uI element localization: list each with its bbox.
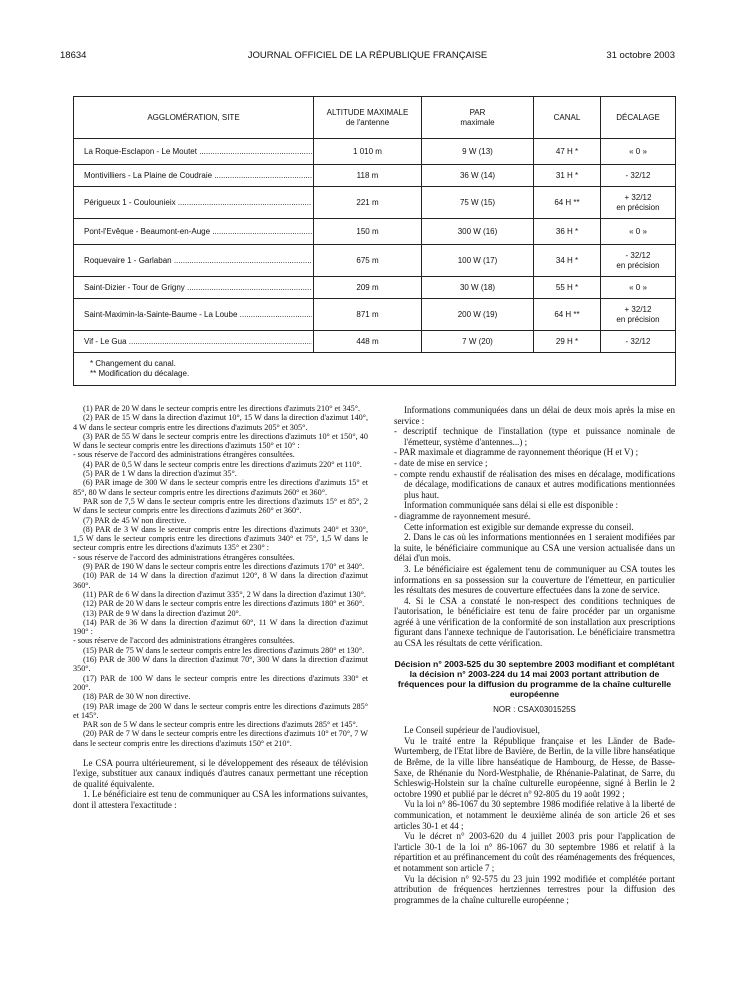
cell-canal xyxy=(534,139,601,164)
col-header-decalage: DÉCALAGE xyxy=(616,112,660,122)
cell-canal xyxy=(534,245,601,276)
cell-altitude xyxy=(314,187,422,218)
cell-canal-text: 55 H * xyxy=(555,282,579,292)
cell-par xyxy=(422,139,534,164)
cell-site-text: Périgueux 1 - Coulounieix ..... xyxy=(84,198,312,208)
col-header-canal: CANAL xyxy=(534,97,601,138)
nor-reference: NOR : CSAX0301525S xyxy=(493,704,576,714)
paragraph: 2. Dans le cas où les informations mentionnées en 1 seraient modifiées par la suite, le bénéficiaire communique au CSA une version actualisée dans un délai d'un mois. xyxy=(394,532,675,564)
cell-canal xyxy=(534,219,601,244)
visas-list xyxy=(394,736,675,906)
cell-altitude xyxy=(314,165,422,186)
cell-altitude-text: 118 m xyxy=(356,170,379,180)
cell-altitude xyxy=(314,299,422,330)
cell-par xyxy=(422,277,534,298)
cell-site xyxy=(74,331,314,352)
table-row xyxy=(74,219,675,245)
paragraph: Information communiquée sans délai si elle est disponible : xyxy=(404,500,618,511)
cell-site-text: Montivilliers - La Plaine de Coudraie ..... xyxy=(84,171,312,181)
table-notes xyxy=(74,353,675,385)
paragraph: Informations communiquées dans un délai de deux mois après la mise en service : xyxy=(394,405,675,426)
cell-altitude-text: 675 m xyxy=(356,255,379,265)
right-column xyxy=(394,405,675,905)
list-item: - PAR maximale et diagramme de rayonnement théorique (H et V) ; xyxy=(394,447,639,458)
cell-canal xyxy=(534,331,601,352)
cell-site xyxy=(74,299,314,330)
cell-altitude-text: 209 m xyxy=(356,282,379,292)
cell-par xyxy=(422,219,534,244)
footnote: (17) PAR de 100 W dans le secteur compris entre les directions d'azimuts 330° et 200°. xyxy=(73,673,368,692)
cell-altitude xyxy=(314,277,422,298)
cell-altitude xyxy=(314,245,422,276)
table-row xyxy=(74,139,675,165)
paragraph: Cette information est exigible sur demande expresse du conseil. xyxy=(404,521,634,532)
paragraph: Le Conseil supérieur de l'audiovisuel, xyxy=(404,725,540,736)
cell-par xyxy=(422,165,534,186)
paragraph: 4. Si le CSA a constaté le non-respect des conditions techniques de l'autorisation, le bénéficiaire est tenu de faire procéder par un organisme agréé à une vérification de la conformité de son installation aux prescriptions figurant dans l'annexe technique de l'autorisation. Le bénéficiaire transmettra au CSA les résultats de cette vérification. xyxy=(394,595,675,649)
note-decalage: ** Modification du décalage. xyxy=(90,369,190,378)
cell-canal-text: 47 H * xyxy=(555,146,579,156)
footnotes xyxy=(73,404,368,748)
page-header xyxy=(60,50,675,64)
cell-altitude xyxy=(314,219,422,244)
info-list xyxy=(394,426,675,500)
issue-date: 31 octobre 2003 xyxy=(606,50,675,61)
cell-altitude xyxy=(314,139,422,164)
cell-site xyxy=(74,187,314,218)
cell-canal xyxy=(534,187,601,218)
table-row xyxy=(74,187,675,219)
cell-altitude-text: 1 010 m xyxy=(353,146,382,156)
visa-paragraph: Vu le traité entre la République française et les Länder de Bade-Wurtemberg, de l'Etat libre de Bavière, de Berlin, de la ville libre hanséatique de Brême, de la ville libre hanséatique de Hambourg, de Hesse, de Basse-Saxe, de Rhénanie du Nord-Westphalie, de Rhénanie-Palatinat, de Sarre, du Schleswig-Holstein sur la chaîne culturelle européenne, signé à Berlin le 2 octobre 1990 et publié par le décret n° 92-805 du 19 août 1992 ; xyxy=(394,735,675,799)
footnote: (11) PAR de 6 W dans la direction d'azimut 335°, 2 W dans la direction d'azimut 130°. xyxy=(83,589,366,599)
footnote: (9) PAR de 190 W dans le secteur compris entre les directions d'azimuts 170° et 340°. xyxy=(83,562,365,572)
page-number: 18634 xyxy=(60,50,87,61)
cell-par-text: 30 W (18) xyxy=(459,282,496,292)
cell-par-text: 7 W (20) xyxy=(462,336,493,346)
cell-site-text: Vif - Le Gua ..... xyxy=(84,337,312,347)
decalage-note: en précision xyxy=(616,202,660,212)
decalage-value: « 0 » xyxy=(629,226,647,236)
footnote: PAR son de 5 W dans le secteur compris entre les directions d'azimuts 285° et 145°. xyxy=(83,720,358,730)
cell-par-text: 200 W (19) xyxy=(457,309,498,319)
journal-title: JOURNAL OFFICIEL DE LA RÉPUBLIQUE FRANÇAISE xyxy=(247,50,488,61)
footnote: (15) PAR de 75 W dans le secteur compris entre les directions d'azimuts 280° et 130°. xyxy=(83,645,365,655)
cell-canal-text: 29 H * xyxy=(555,336,579,346)
cell-decalage xyxy=(601,139,675,164)
footnote: (12) PAR de 20 W dans le secteur compris entre les directions d'azimuts 180° et 360°. xyxy=(83,599,365,609)
cell-par-text: 9 W (13) xyxy=(462,146,493,156)
cell-site xyxy=(74,165,314,186)
cell-site-text: Saint-Dizier - Tour de Grigny ..... xyxy=(84,283,312,293)
cell-par xyxy=(422,331,534,352)
table-row xyxy=(74,165,675,187)
cell-site-text: Roquevaire 1 - Garlaban ..... xyxy=(84,256,312,266)
cell-canal-text: 31 H * xyxy=(555,170,579,180)
cell-altitude-text: 150 m xyxy=(356,226,379,236)
cell-canal xyxy=(534,299,601,330)
footnote: (13) PAR de 9 W dans la direction d'azimut 20°. xyxy=(83,608,241,618)
cell-decalage xyxy=(601,187,675,218)
left-column xyxy=(73,404,368,810)
col-header-site: AGGLOMÉRATION, SITE xyxy=(74,97,314,138)
cell-par xyxy=(422,299,534,330)
decalage-note: en précision xyxy=(616,314,660,324)
cell-canal-text: 36 H * xyxy=(555,226,579,236)
footnote: (2) PAR de 15 W dans la direction d'azimut 10°, 15 W dans la direction d'azimut 140°, 4 W dans le secteur compris entre les directions d'azimuts 205° et 305°. xyxy=(73,413,368,432)
decalage-value: - 32/12 xyxy=(625,250,651,260)
footnote: (8) PAR de 3 W dans le secteur compris entre les directions d'azimuts 240° et 330°, 1,5 W dans le secteur compris entre les directions d'azimuts 340° et 75°, 1,5 W dans le secteur compris entre les directions d'azimuts 135° et 230° : xyxy=(73,524,368,553)
cell-par-text: 36 W (14) xyxy=(459,170,496,180)
decalage-value: + 32/12 xyxy=(624,192,652,202)
cell-decalage xyxy=(601,277,675,298)
info-list xyxy=(394,511,675,522)
cell-altitude-text: 871 m xyxy=(356,309,379,319)
cell-site-text: Pont-l'Evêque - Beaumont-en-Auge ..... xyxy=(84,227,312,237)
decalage-note: en précision xyxy=(616,260,660,270)
footnote: (3) PAR de 55 W dans le secteur compris entre les directions d'azimuts 10° et 150°, 40 W dans le secteur compris entre les directions d'azimuts 150° et 10° : xyxy=(73,431,368,451)
cell-decalage xyxy=(601,219,675,244)
frequency-table xyxy=(73,96,676,386)
visa-paragraph: Vu la décision n° 92-575 du 23 juin 1992 modifiée et complétée portant attribution de fréquences hertziennes terrestres pour la diffusion des programmes de la chaîne culturelle européenne ; xyxy=(394,873,675,905)
note-canal: * Changement du canal. xyxy=(90,359,176,368)
decalage-value: « 0 » xyxy=(629,282,647,292)
list-item: - date de mise en service ; xyxy=(394,457,488,468)
cell-site xyxy=(74,139,314,164)
cell-canal xyxy=(534,165,601,186)
footnote: PAR son de 7,5 W dans le secteur compris entre les directions d'azimuts 15° et 85°, 2 W dans le secteur compris entre les directions d'azimuts 260° et 360°. xyxy=(73,496,368,516)
footnote: (18) PAR de 30 W non directive. xyxy=(83,692,191,702)
table-header-row xyxy=(74,97,675,139)
col-header-altitude: ALTITUDE MAXIMALE de l'antenne xyxy=(314,97,422,138)
cell-canal-text: 64 H ** xyxy=(554,197,580,207)
cell-altitude xyxy=(314,331,422,352)
table-row xyxy=(74,299,675,331)
footnote: (4) PAR de 0,5 W dans le secteur compris entre les directions d'azimuts 220° et 110°. xyxy=(83,459,362,469)
cell-site xyxy=(74,245,314,276)
cell-par-text: 300 W (16) xyxy=(457,226,498,236)
footnote: (5) PAR de 1 W dans la direction d'azimut 35°. xyxy=(83,469,237,479)
list-item: - diagramme de rayonnement mesuré. xyxy=(394,510,531,521)
footnote: (19) PAR image de 200 W dans le secteur compris entre les directions d'azimuts 285° et 145°. xyxy=(73,701,368,720)
visa-paragraph: Vu le décret n° 2003-620 du 4 juillet 2003 pris pour l'application de l'article 30-1 de la loi n° 86-1067 du 30 septembre 1986 et relatif à la répartition et au préfinancement du coût des réaménagements des fréquences, et notamment son article 7 ; xyxy=(394,831,675,873)
footnote: (16) PAR de 300 W dans la direction d'azimut 70°, 300 W dans la direction d'azimut 350°. xyxy=(73,655,368,674)
cell-decalage xyxy=(601,245,675,276)
footnote: (10) PAR de 14 W dans la direction d'azimut 120°, 8 W dans la direction d'azimut 360°. xyxy=(73,571,368,590)
cell-decalage xyxy=(601,299,675,330)
footnote: (7) PAR de 45 W non directive. xyxy=(83,515,187,525)
footnote: - sous réserve de l'accord des administrations étrangères consultées. xyxy=(73,450,295,460)
decalage-value: - 32/12 xyxy=(625,170,651,180)
table-row xyxy=(74,277,675,299)
visa-paragraph: Vu la loi n° 86-1067 du 30 septembre 1986 modifiée relative à la liberté de communication, et notamment le deuxième alinéa de son article 26 et ses articles 30-1 et 44 ; xyxy=(394,799,675,831)
cell-canal-text: 34 H * xyxy=(555,255,579,265)
paragraph: Le CSA pourra ultérieurement, si le développement des réseaux de télévision l'exige, substituer aux canaux indiqués d'autres canaux permettant une réception de qualité équivalente. xyxy=(73,757,368,789)
cell-altitude-text: 448 m xyxy=(356,336,379,346)
table-row xyxy=(74,245,675,277)
footnote: - sous réserve de l'accord des administrations étrangères consultées. xyxy=(73,552,295,562)
cell-site xyxy=(74,277,314,298)
cell-site-text: La Roque-Esclapon - Le Moutet ..... xyxy=(84,147,312,157)
cell-decalage xyxy=(601,331,675,352)
cell-altitude-text: 221 m xyxy=(356,197,379,207)
cell-par xyxy=(422,187,534,218)
table-row xyxy=(74,331,675,353)
decalage-value: « 0 » xyxy=(629,146,647,156)
cell-canal-text: 64 H ** xyxy=(554,309,580,319)
paragraph: 1. Le bénéficiaire est tenu de communiquer au CSA les informations suivantes, dont il attestera l'exactitude : xyxy=(73,789,368,810)
cell-par-text: 100 W (17) xyxy=(457,255,498,265)
cell-site xyxy=(74,219,314,244)
cell-canal xyxy=(534,277,601,298)
cell-site-text: Saint-Maximin-la-Sainte-Baume - La Loube ..... xyxy=(84,310,312,320)
decalage-value: - 32/12 xyxy=(625,336,651,346)
cell-par-text: 75 W (15) xyxy=(459,197,496,207)
col-header-par: PAR maximale xyxy=(422,97,534,138)
cell-par xyxy=(422,245,534,276)
cell-decalage xyxy=(601,165,675,186)
list-item: - compte rendu exhaustif de réalisation des mises en décalage, modifications de décalage, modifications de canaux et autres modifications mentionnées plus haut. xyxy=(394,468,675,500)
list-item: - descriptif technique de l'installation (type et puissance nominale de l'émetteur, système d'antennes...) ; xyxy=(394,426,675,447)
footnote: (1) PAR de 20 W dans le secteur compris entre les directions d'azimuts 210° et 345°. xyxy=(83,404,361,413)
footnote: (14) PAR de 36 W dans la direction d'azimut 60°, 11 W dans la direction d'azimut 190° : xyxy=(73,617,368,637)
footnote: - sous réserve de l'accord des administrations étrangères consultées. xyxy=(73,636,295,646)
decision-title: Décision n° 2003-525 du 30 septembre 2003 modifiant et complétant la décision n° 2003-224 du 14 mai 2003 portant attribution de fréquences pour la diffusion du programme de la chaîne culturelle européenne xyxy=(394,658,675,699)
footnote: (6) PAR image de 300 W dans le secteur compris entre les directions d'azimuts 15° et 85°, 80 W dans le secteur compris entre les directions d'azimuts 260° et 360°. xyxy=(73,478,368,497)
footnote: (20) PAR de 7 W dans le secteur compris entre les directions d'azimuts 10° et 70°, 7 W dans le secteur compris entre les directions d'azimuts 150° et 210°. xyxy=(73,729,368,748)
paragraph: 3. Le bénéficiaire est également tenu de communiquer au CSA toutes les informations en sa possession sur la couverture de l'émetteur, en particulier les résultats des mesures de couverture effectuées dans la zone de service. xyxy=(394,563,675,596)
decalage-value: + 32/12 xyxy=(624,304,652,314)
